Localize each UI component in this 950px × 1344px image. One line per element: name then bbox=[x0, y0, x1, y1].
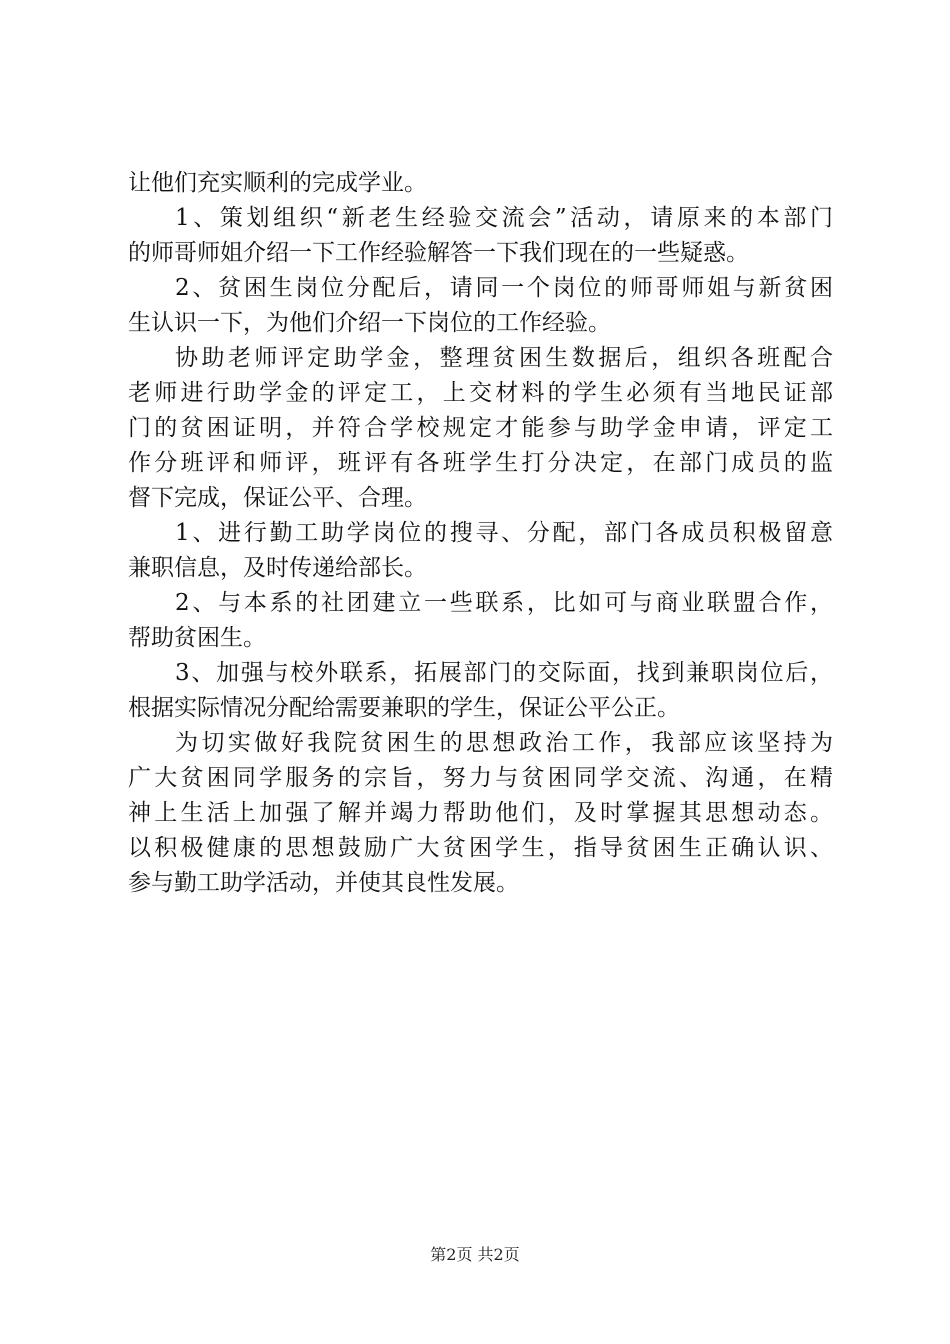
text-line: 3、加强与校外联系，拓展部门的交际面，找到兼职岗位后， bbox=[175, 660, 833, 686]
text-line: 1、进行勤工助学岗位的搜寻、分配，部门各成员积极留意 bbox=[175, 520, 833, 546]
text-line: 的师哥师姐介绍一下工作经验解答一下我们现在的一些疑惑。 bbox=[128, 240, 749, 266]
text-line: 协助老师评定助学金，整理贫困生数据后，组织各班配合 bbox=[175, 345, 833, 371]
text-line: 1、策划组织“新老生经验交流会”活动，请原来的本部门 bbox=[175, 205, 833, 231]
text-line: 作分班评和师评，班评有各班学生打分决定，在部门成员的监 bbox=[128, 450, 833, 476]
page-footer: 第2页 共2页 bbox=[430, 1245, 520, 1264]
text-line: 督下完成，保证公平、合理。 bbox=[128, 485, 427, 511]
text-line: 广大贫困同学服务的宗旨，努力与贫困同学交流、沟通，在精 bbox=[128, 765, 833, 791]
text-line: 生认识一下，为他们介绍一下岗位的工作经验。 bbox=[128, 310, 611, 336]
text-line: 参与勤工助学活动，并使其良性发展。 bbox=[128, 870, 519, 896]
text-line: 帮助贫困生。 bbox=[128, 625, 266, 651]
text-line: 为切实做好我院贫困生的思想政治工作，我部应该坚持为 bbox=[175, 730, 833, 756]
text-line: 神上生活上加强了解并竭力帮助他们，及时掌握其思想动态。 bbox=[128, 800, 833, 826]
document-body bbox=[128, 166, 833, 901]
text-line: 门的贫困证明，并符合学校规定才能参与助学金申请，评定工 bbox=[128, 415, 833, 441]
text-line: 2、与本系的社团建立一些联系，比如可与商业联盟合作， bbox=[175, 590, 833, 616]
text-line: 老师进行助学金的评定工，上交材料的学生必须有当地民证部 bbox=[128, 380, 833, 406]
text-line: 以积极健康的思想鼓励广大贫困学生，指导贫困生正确认识、 bbox=[128, 835, 833, 861]
text-line: 兼职信息，及时传递给部长。 bbox=[128, 555, 427, 581]
text-line: 让他们充实顺利的完成学业。 bbox=[128, 170, 427, 196]
text-line: 根据实际情况分配给需要兼职的学生，保证公平公正。 bbox=[128, 695, 680, 721]
text-line: 2、贫困生岗位分配后，请同一个岗位的师哥师姐与新贫困 bbox=[175, 275, 833, 301]
